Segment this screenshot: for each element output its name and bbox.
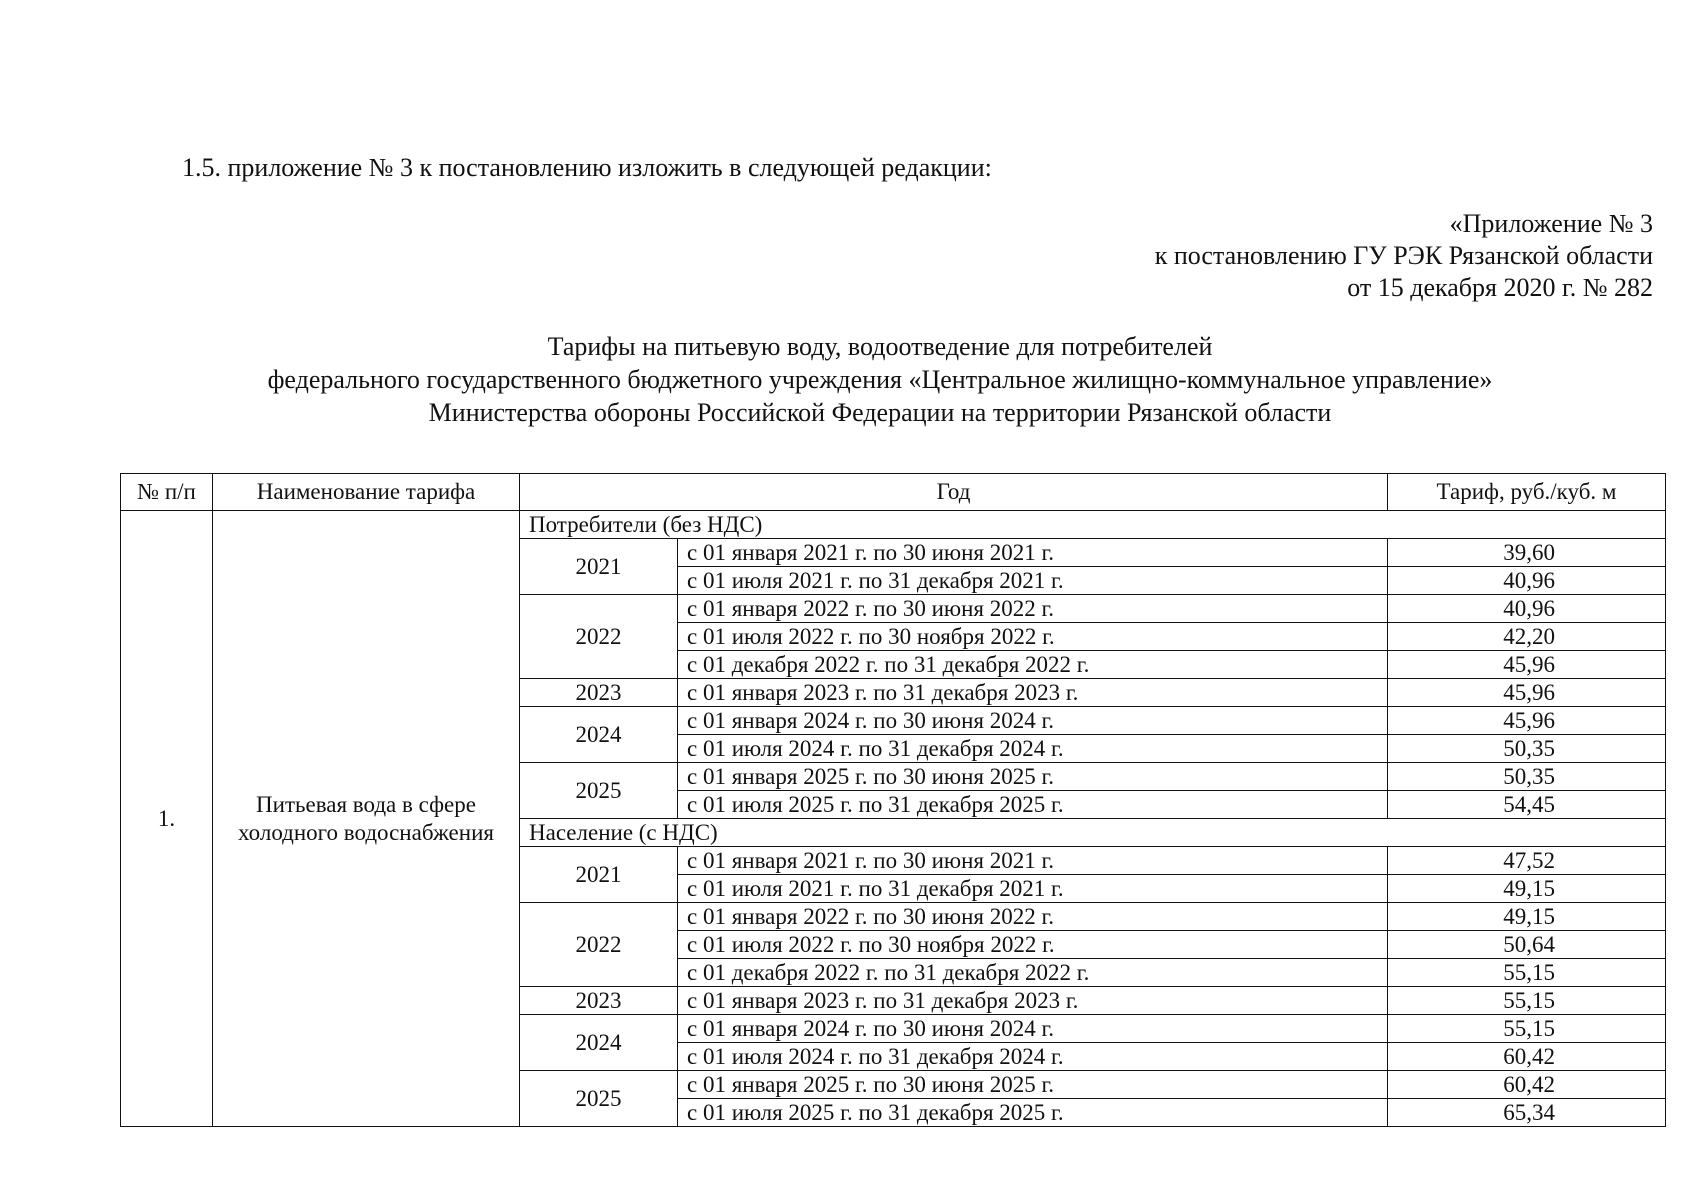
- period-cell: с 01 января 2024 г. по 30 июня 2024 г.: [678, 707, 1388, 735]
- tariff-value: 65,34: [1388, 1099, 1666, 1127]
- tariff-value: 55,15: [1388, 1015, 1666, 1043]
- tariff-value: 54,45: [1388, 791, 1666, 819]
- appendix-line: к постановлению ГУ РЭК Рязанской области: [1154, 241, 1653, 270]
- period-cell: с 01 января 2021 г. по 30 июня 2021 г.: [678, 847, 1388, 875]
- year-cell: 2024: [520, 1015, 678, 1071]
- tariff-value: 55,15: [1388, 987, 1666, 1015]
- tariff-name: [213, 511, 520, 1127]
- tariff-value: 60,42: [1388, 1071, 1666, 1099]
- intro-paragraph: 1.5. приложение № 3 к постановлению изложить в следующей редакции:: [182, 153, 992, 182]
- header-year: Год: [520, 474, 1388, 511]
- period-cell: с 01 декабря 2022 г. по 31 декабря 2022 г.: [678, 651, 1388, 679]
- title-line: Тарифы на питьевую воду, водоотведение для потребителей: [547, 332, 1213, 361]
- tariff-value: 45,96: [1388, 679, 1666, 707]
- period-cell: с 01 января 2023 г. по 31 декабря 2023 г.: [678, 679, 1388, 707]
- section-row: [121, 511, 1666, 539]
- tariff-value: 55,15: [1388, 959, 1666, 987]
- year-cell: 2023: [520, 679, 678, 707]
- tariff-value: 50,35: [1388, 763, 1666, 791]
- period-cell: с 01 июля 2025 г. по 31 декабря 2025 г.: [678, 791, 1388, 819]
- section-label: Население (с НДС): [520, 819, 1666, 847]
- period-cell: с 01 января 2022 г. по 30 июня 2022 г.: [678, 595, 1388, 623]
- year-cell: 2025: [520, 1071, 678, 1127]
- period-cell: с 01 января 2024 г. по 30 июня 2024 г.: [678, 1015, 1388, 1043]
- table-header-row: [121, 474, 1666, 511]
- section-label: Потребители (без НДС): [520, 511, 1666, 539]
- year-cell: 2023: [520, 987, 678, 1015]
- period-cell: с 01 июля 2024 г. по 31 декабря 2024 г.: [678, 735, 1388, 763]
- period-cell: с 01 декабря 2022 г. по 31 декабря 2022 г.: [678, 959, 1388, 987]
- tariff-value: 42,20: [1388, 623, 1666, 651]
- title-line: Министерства обороны Российской Федерации на территории Рязанской области: [428, 398, 1332, 427]
- tariff-value: 47,52: [1388, 847, 1666, 875]
- appendix-line: «Приложение № 3: [1449, 209, 1653, 238]
- header-name: Наименование тарифа: [213, 474, 520, 511]
- tariff-table: [120, 473, 1666, 1127]
- period-cell: с 01 января 2025 г. по 30 июня 2025 г.: [678, 1071, 1388, 1099]
- year-cell: 2024: [520, 707, 678, 763]
- tariff-value: 60,42: [1388, 1043, 1666, 1071]
- tariff-value: 49,15: [1388, 903, 1666, 931]
- year-cell: 2021: [520, 539, 678, 595]
- tariff-value: 40,96: [1388, 567, 1666, 595]
- tariff-table-body: [121, 511, 1666, 1127]
- year-cell: 2021: [520, 847, 678, 903]
- appendix-reference: [1155, 208, 1653, 304]
- year-cell: 2022: [520, 595, 678, 679]
- row-number: 1.: [121, 511, 213, 1127]
- period-cell: с 01 июля 2021 г. по 31 декабря 2021 г.: [678, 567, 1388, 595]
- tariff-value: 45,96: [1388, 651, 1666, 679]
- tariff-value: 39,60: [1388, 539, 1666, 567]
- header-tariff: Тариф, руб./куб. м: [1388, 474, 1666, 511]
- tariff-value: 49,15: [1388, 875, 1666, 903]
- title-line: федерального государственного бюджетного учреждения «Центральное жилищно-коммунальное управление»: [267, 365, 1493, 394]
- header-num: № п/п: [121, 474, 213, 511]
- year-cell: 2022: [520, 903, 678, 987]
- tariff-name-line: Питьевая вода в сфере: [256, 791, 476, 817]
- period-cell: с 01 января 2025 г. по 30 июня 2025 г.: [678, 763, 1388, 791]
- tariff-value: 45,96: [1388, 707, 1666, 735]
- tariff-value: 50,35: [1388, 735, 1666, 763]
- period-cell: с 01 января 2021 г. по 30 июня 2021 г.: [678, 539, 1388, 567]
- period-cell: с 01 июля 2025 г. по 31 декабря 2025 г.: [678, 1099, 1388, 1127]
- period-cell: с 01 июля 2024 г. по 31 декабря 2024 г.: [678, 1043, 1388, 1071]
- year-cell: 2025: [520, 763, 678, 819]
- period-cell: с 01 июля 2022 г. по 30 ноября 2022 г.: [678, 623, 1388, 651]
- period-cell: с 01 января 2023 г. по 31 декабря 2023 г.: [678, 987, 1388, 1015]
- tariff-name-line: холодного водоснабжения: [238, 819, 494, 845]
- period-cell: с 01 июля 2022 г. по 30 ноября 2022 г.: [678, 931, 1388, 959]
- tariff-value: 50,64: [1388, 931, 1666, 959]
- appendix-line: от 15 декабря 2020 г. № 282: [1347, 273, 1653, 302]
- period-cell: с 01 июля 2021 г. по 31 декабря 2021 г.: [678, 875, 1388, 903]
- document-title: [130, 330, 1630, 429]
- tariff-value: 40,96: [1388, 595, 1666, 623]
- period-cell: с 01 января 2022 г. по 30 июня 2022 г.: [678, 903, 1388, 931]
